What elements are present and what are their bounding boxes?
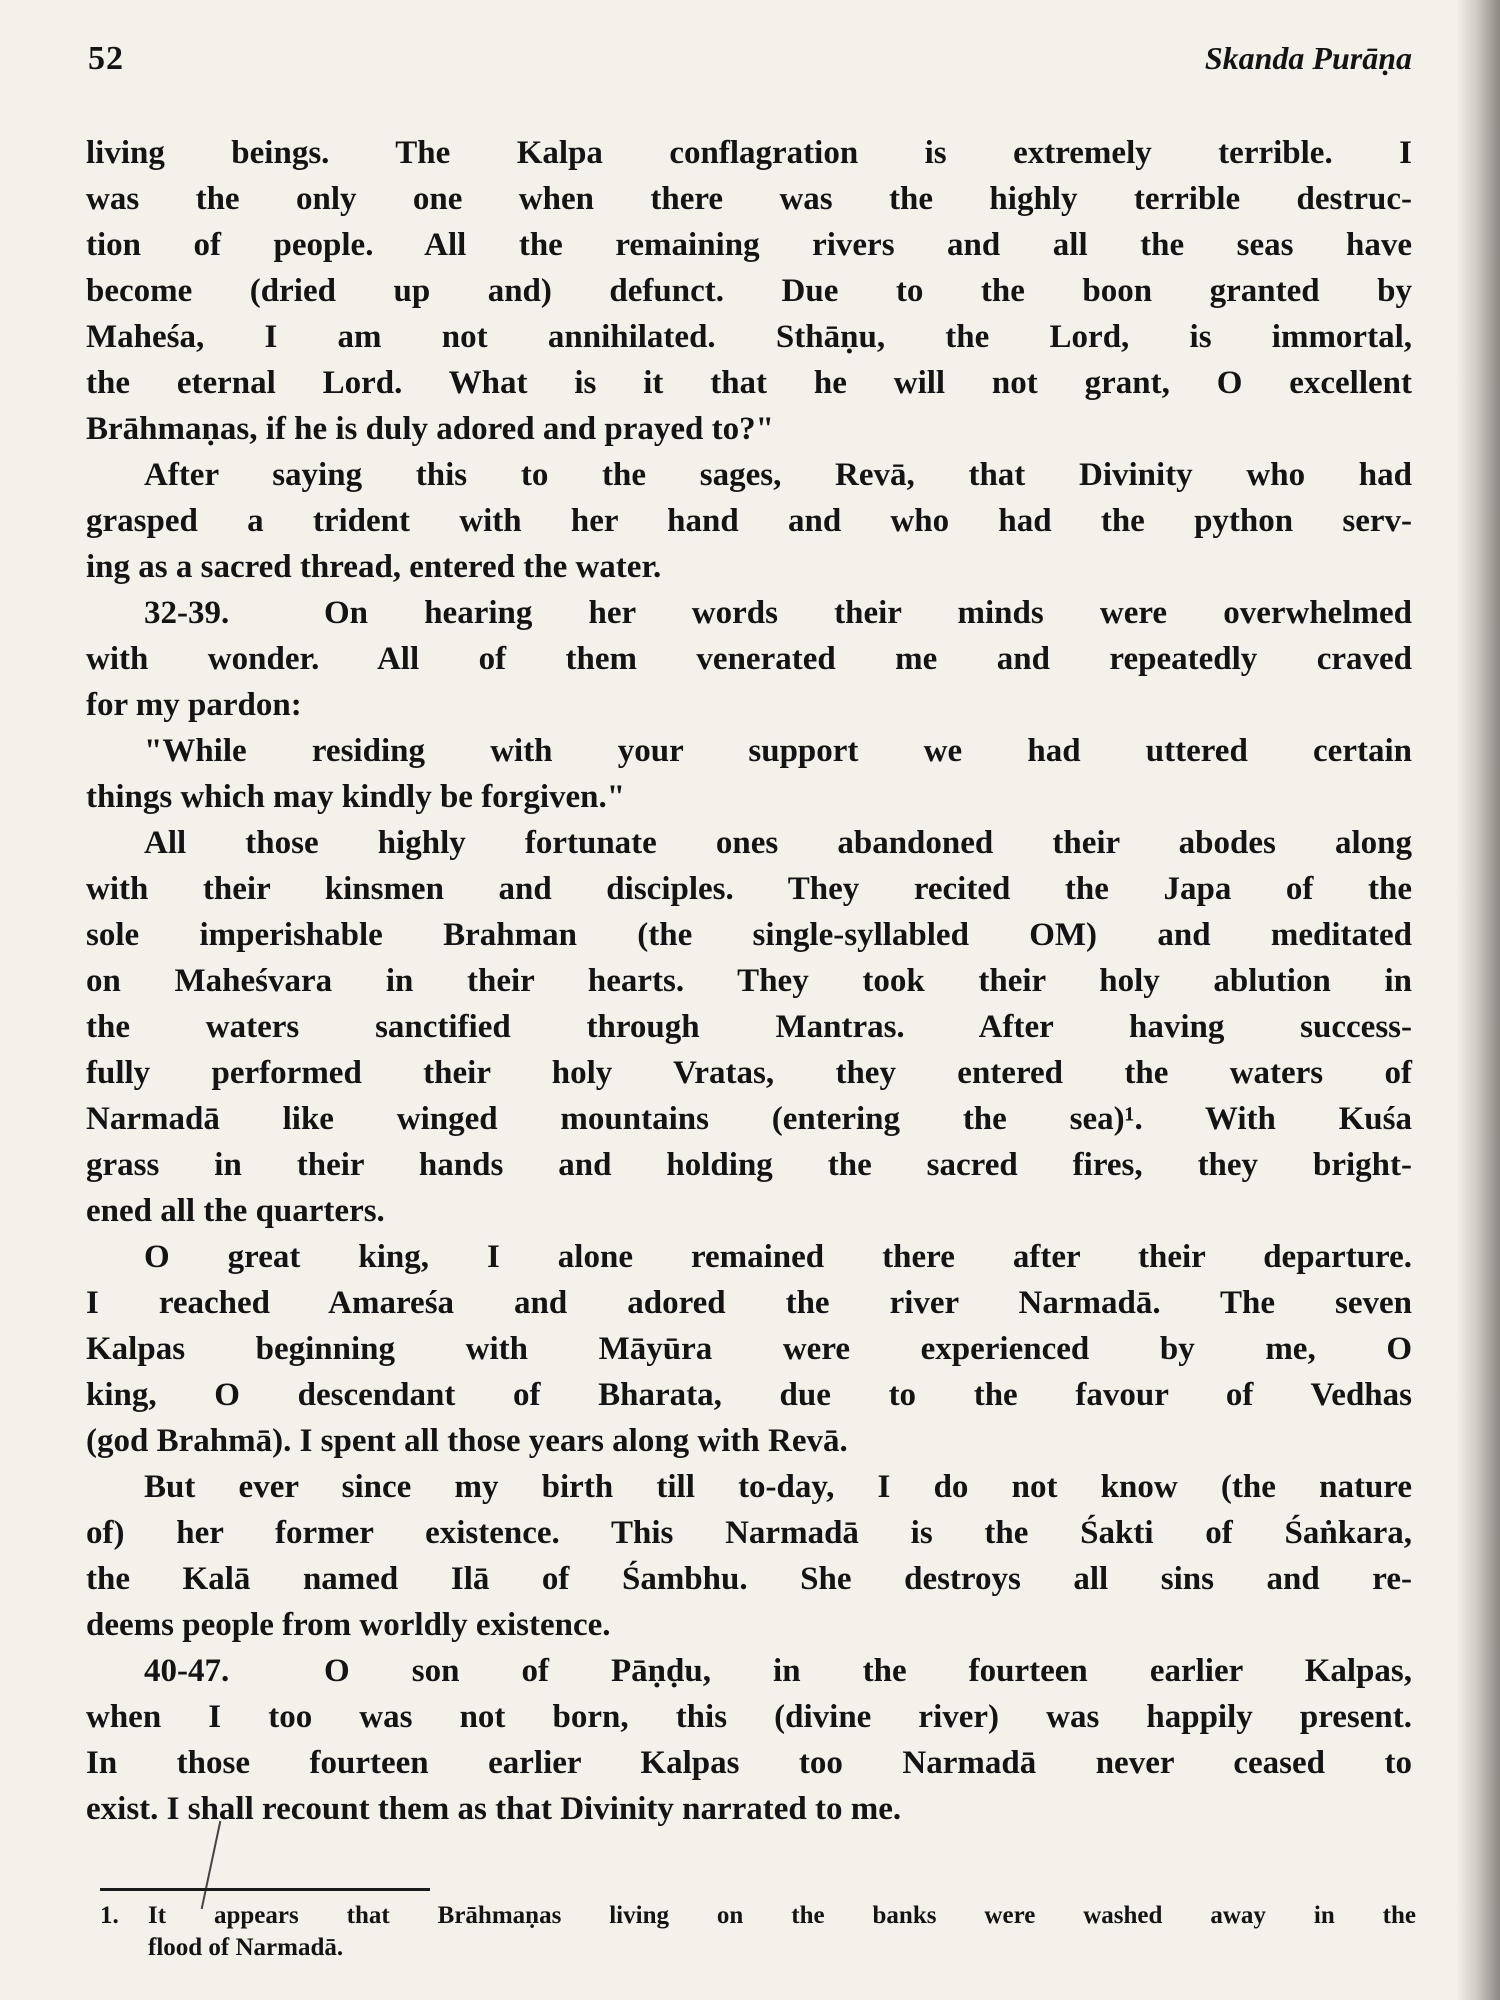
text-line: Maheśa, I am not annihilated. Sthāṇu, the Lord, is immortal, <box>86 319 1412 355</box>
text-line: deems people from worldly existence. <box>86 1607 611 1643</box>
text-line: O great king, I alone remained there after their departure. <box>144 1239 1412 1275</box>
text-line: grasped a trident with her hand and who had the python serv- <box>86 503 1412 539</box>
text-line: I reached Amareśa and adored the river Narmadā. The seven <box>86 1285 1412 1321</box>
text-line: things which may kindly be forgiven." <box>86 779 626 815</box>
paragraph <box>86 1234 1412 1464</box>
text-line: the Kalā named Ilā of Śambhu. She destroys all sins and re- <box>86 1561 1412 1597</box>
footnote-marker: 1. <box>100 1902 119 1929</box>
text-line: ened all the quarters. <box>86 1193 385 1229</box>
text-line: grass in their hands and holding the sacred fires, they bright- <box>86 1147 1412 1183</box>
text-line: the waters sanctified through Mantras. After having success- <box>86 1009 1412 1045</box>
text-line: After saying this to the sages, Revā, that Divinity who had <box>144 457 1412 493</box>
text-line: All those highly fortunate ones abandoned their abodes along <box>144 825 1412 861</box>
text-line: ing as a sacred thread, entered the water. <box>86 549 662 585</box>
text-line: But ever since my birth till to-day, I do not know (the nature <box>144 1469 1412 1505</box>
paragraph <box>86 452 1412 590</box>
text-line: exist. I shall recount them as that Divinity narrated to me. <box>86 1791 902 1827</box>
footnotes <box>100 1900 1416 1964</box>
footnote-divider <box>100 1888 430 1891</box>
footnote-line: flood of Narmadā. <box>148 1934 344 1961</box>
paragraph <box>86 130 1412 452</box>
text-line <box>86 1648 1412 1694</box>
text-line: with their kinsmen and disciples. They recited the Japa of the <box>86 871 1412 907</box>
page-gutter-shadow <box>1456 0 1500 2000</box>
page-header <box>88 40 1412 90</box>
paragraph <box>86 820 1412 1234</box>
body-text <box>86 130 1412 1832</box>
text-line: Narmadā like winged mountains (entering the sea)¹. With Kuśa <box>86 1101 1412 1137</box>
footnote-text: It appears that Brāhmaṇas living on the banks were washed away in the <box>148 1902 1416 1929</box>
text-line: fully performed their holy Vratas, they entered the waters of <box>86 1055 1412 1091</box>
paragraph <box>86 590 1412 728</box>
text-line: living beings. The Kalpa conflagration is extremely terrible. I <box>86 135 1412 171</box>
page-number: 52 <box>88 40 124 77</box>
text-line: Brāhmaṇas, if he is duly adored and prayed to?" <box>86 411 774 447</box>
text-line: when I too was not born, this (divine river) was happily present. <box>86 1699 1412 1735</box>
text-line: tion of people. All the remaining rivers and all the seas have <box>86 227 1412 263</box>
text-line-content: O son of Pāṇḍu, in the fourteen earlier Kalpas, <box>324 1653 1412 1689</box>
paragraph <box>86 1464 1412 1648</box>
text-line <box>86 590 1412 636</box>
running-title: Skanda Purāṇa <box>1204 40 1412 76</box>
text-line: of) her former existence. This Narmadā is the Śakti of Śaṅkara, <box>86 1515 1412 1551</box>
text-line: In those fourteen earlier Kalpas too Narmadā never ceased to <box>86 1745 1412 1781</box>
text-line: the eternal Lord. What is it that he will not grant, O excellent <box>86 365 1412 401</box>
verse-number: 32-39. <box>144 595 230 631</box>
text-line: on Maheśvara in their hearts. They took their holy ablution in <box>86 963 1412 999</box>
text-line: king, O descendant of Bharata, due to the favour of Vedhas <box>86 1377 1412 1413</box>
verse-number: 40-47. <box>144 1653 230 1689</box>
text-line: (god Brahmā). I spent all those years along with Revā. <box>86 1423 848 1459</box>
paragraph <box>86 1648 1412 1832</box>
text-line: sole imperishable Brahman (the single-syllabled OM) and meditated <box>86 917 1412 953</box>
footnote-line <box>100 1900 1416 1932</box>
text-line: with wonder. All of them venerated me and repeatedly craved <box>86 641 1412 677</box>
pen-mark <box>201 1821 222 1909</box>
text-line: become (dried up and) defunct. Due to the boon granted by <box>86 273 1412 309</box>
text-line: for my pardon: <box>86 687 302 723</box>
text-line: Kalpas beginning with Māyūra were experienced by me, O <box>86 1331 1412 1367</box>
paragraph <box>86 728 1412 820</box>
text-line: was the only one when there was the highly terrible destruc- <box>86 181 1412 217</box>
text-line: "While residing with your support we had uttered certain <box>144 733 1412 769</box>
text-line-content: On hearing her words their minds were overwhelmed <box>324 595 1412 631</box>
